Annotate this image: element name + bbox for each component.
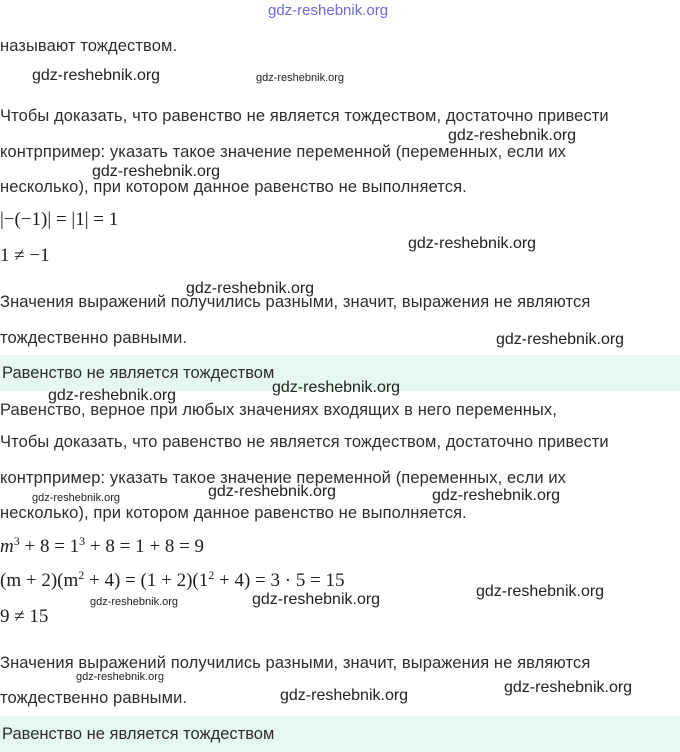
math-line-1: |−(−1)| = |1| = 1	[0, 209, 119, 230]
watermark: gdz-reshebnik.org	[448, 127, 577, 144]
exp: 3	[79, 534, 86, 548]
watermark: gdz-reshebnik.org	[504, 679, 633, 696]
expr: + 8 = 1	[19, 536, 80, 557]
var-m: m	[0, 536, 14, 557]
expr: + 4) = (1 + 2)(1	[84, 570, 209, 591]
expr: + 8 = 1 + 8 = 9	[85, 536, 205, 557]
intro-tail: называют тождеством.	[0, 37, 178, 55]
watermark: gdz-reshebnik.org	[280, 687, 409, 704]
block2-paragraph-1-line-1: Чтобы доказать, что равенство не является тождеством, достаточно привести	[0, 433, 609, 451]
expr: + 4) = 3 · 5 = 15	[214, 570, 345, 591]
math-line-2: 1 ≠ −1	[0, 245, 50, 266]
watermark: gdz-reshebnik.org	[432, 487, 561, 504]
answer-text: Равенство не является тождеством	[2, 364, 275, 382]
block2-answer-box	[0, 716, 680, 752]
paragraph-1-line-2: контрпример: указать такое значение переменной (переменных, если их	[0, 143, 566, 161]
block2-answer-text: Равенство не является тождеством	[2, 725, 275, 743]
block2-paragraph-2-line-2: тождественно равными.	[0, 689, 188, 707]
watermark: gdz-reshebnik.org	[92, 163, 221, 180]
block2-math-line-3: 9 ≠ 15	[0, 606, 49, 627]
watermark: gdz-reshebnik.org	[48, 387, 177, 404]
watermark: gdz-reshebnik.org	[272, 379, 401, 396]
watermark: gdz-reshebnik.org	[208, 483, 337, 500]
watermark: gdz-reshebnik.org	[32, 67, 161, 84]
watermark: gdz-reshebnik.org	[476, 583, 605, 600]
exp: 3	[13, 534, 20, 548]
paragraph-1-line-3: несколько), при котором данное равенство не выполняется.	[0, 178, 467, 196]
watermark: gdz-reshebnik.org	[268, 2, 389, 19]
watermark: gdz-reshebnik.org	[252, 591, 381, 608]
exp: 2	[208, 568, 215, 582]
watermark: gdz-reshebnik.org	[32, 492, 121, 504]
watermark: gdz-reshebnik.org	[496, 331, 625, 348]
watermark: gdz-reshebnik.org	[90, 596, 179, 608]
block2-paragraph-2-line-1: Значения выражений получились разными, значит, выражения не являются	[0, 654, 591, 672]
paragraph-1-line-1: Чтобы доказать, что равенство не является тождеством, достаточно привести	[0, 107, 609, 125]
block2-intro: Равенство, верное при любых значениях входящих в него переменных,	[0, 401, 557, 419]
block2-math-line-1	[0, 535, 204, 559]
block2-math-line-2	[0, 569, 345, 593]
paragraph-2-line-1: Значения выражений получились разными, значит, выражения не являются	[0, 293, 591, 311]
watermark: gdz-reshebnik.org	[256, 72, 345, 84]
exp: 2	[78, 568, 85, 582]
block2-paragraph-1-line-2: контрпример: указать такое значение переменной (переменных, если их	[0, 469, 566, 487]
watermark: gdz-reshebnik.org	[76, 671, 165, 683]
block2-paragraph-1-line-3: несколько), при котором данное равенство не выполняется.	[0, 504, 467, 522]
watermark: gdz-reshebnik.org	[186, 280, 315, 297]
expr: (m + 2)(m	[0, 570, 79, 591]
watermark: gdz-reshebnik.org	[408, 235, 537, 252]
paragraph-2-line-2: тождественно равными.	[0, 329, 188, 347]
